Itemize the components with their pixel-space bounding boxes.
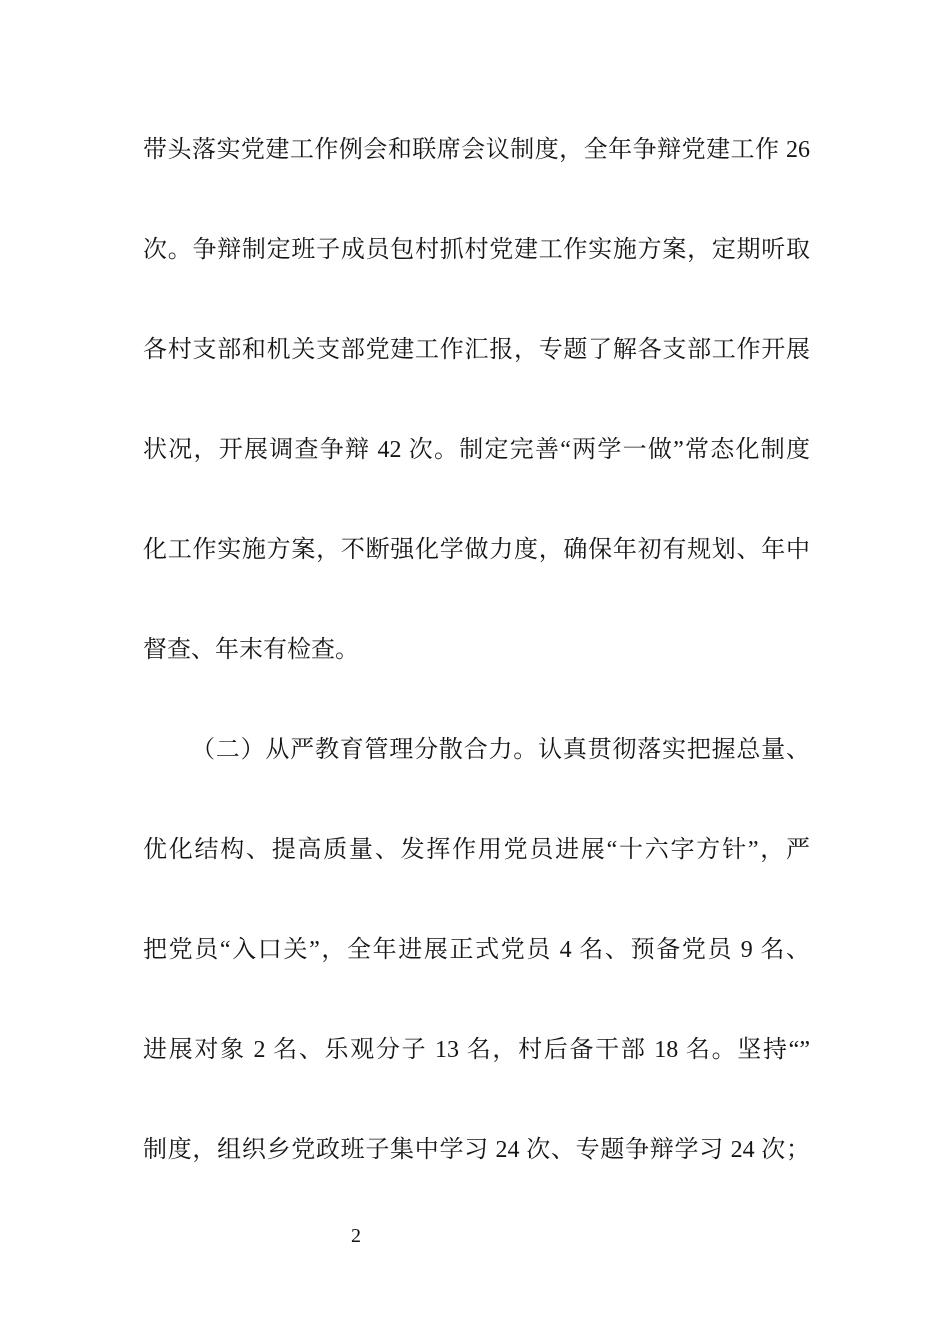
text-line: 化工作实施方案，不断强化学做力度，确保年初有规划、年中 <box>143 537 810 563</box>
text-line: 督查、年末有检查。 <box>143 637 359 663</box>
text-line: 进展对象 2 名、乐观分子 13 名，村后备干部 18 名。坚持“” <box>143 1037 810 1063</box>
text-line: 优化结构、提高质量、发挥作用党员进展“十六字方针”，严 <box>143 837 810 863</box>
text-line: 制度，组织乡党政班子集中学习 24 次、专题争辩学习 24 次； <box>143 1137 810 1163</box>
text-line: 把党员“入口关”，全年进展正式党员 4 名、预备党员 9 名、 <box>143 937 810 963</box>
text-line: 各村支部和机关支部党建工作汇报，专题了解各支部工作开展 <box>143 337 810 363</box>
text-line: 状况，开展调查争辩 42 次。制定完善“两学一做”常态化制度 <box>143 437 810 463</box>
document-body <box>143 100 810 1200</box>
text-line: 次。争辩制定班子成员包村抓村党建工作实施方案，定期听取 <box>143 237 810 263</box>
page-number: 2 <box>351 1225 361 1247</box>
text-line-paragraph-start: （二）从严教育管理分散合力。认真贯彻落实把握总量、 <box>191 737 810 763</box>
text-line: 带头落实党建工作例会和联席会议制度，全年争辩党建工作 26 <box>143 137 810 163</box>
